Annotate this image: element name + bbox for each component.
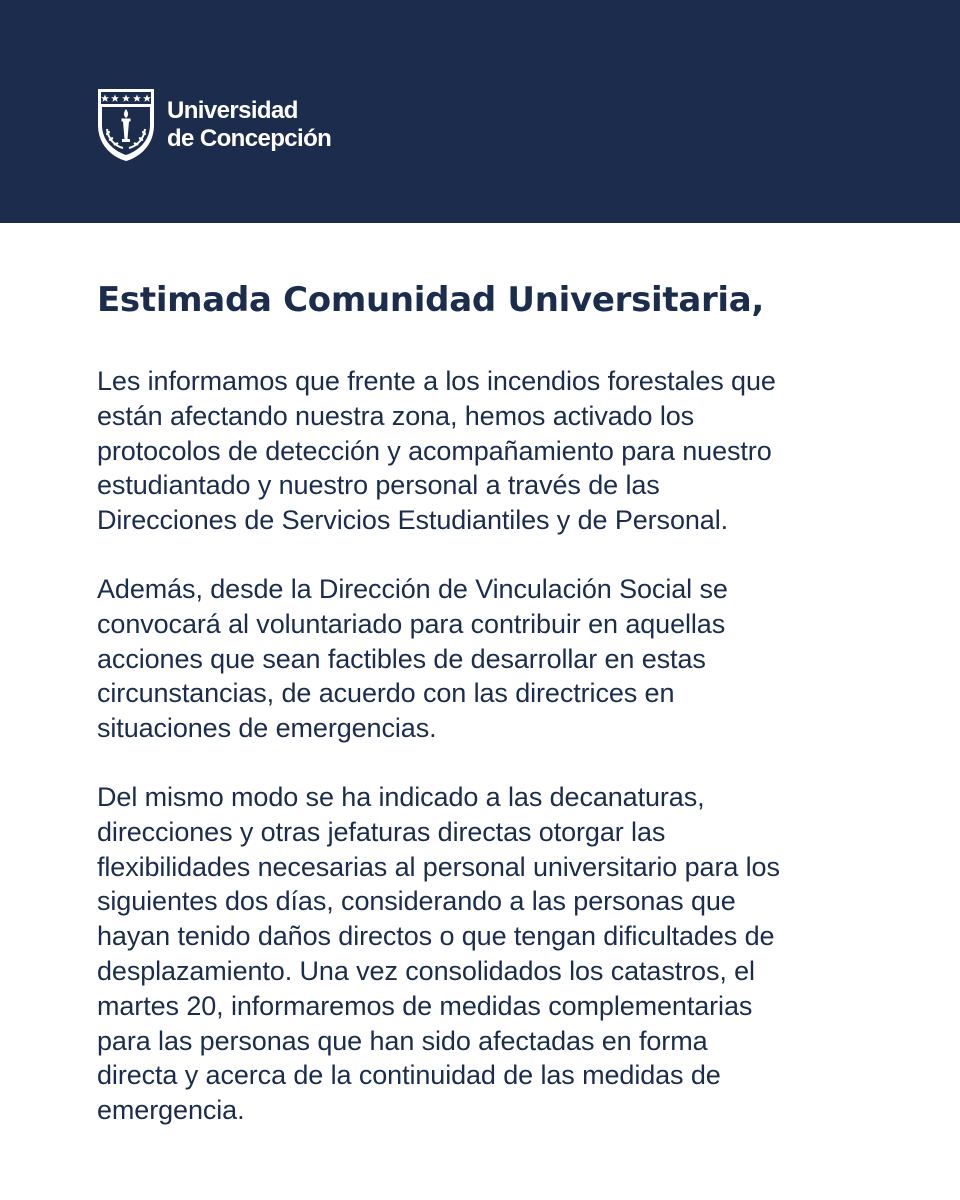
text-line: directa y acerca de la continuidad de las medidas de	[97, 1060, 721, 1091]
paragraph-1	[97, 364, 877, 538]
text-line: martes 20, informaremos de medidas complementarias	[97, 990, 753, 1021]
text-line: estudiantado y nuestro personal a través de las	[97, 470, 660, 501]
text-line: están afectando nuestra zona, hemos activado los	[97, 400, 695, 431]
university-logo	[96, 87, 331, 163]
wordmark-line-1: Universidad	[167, 97, 298, 124]
text-line: direcciones y otras jefaturas directas otorgar las	[97, 816, 666, 847]
text-line: protocolos de detección y acompañamiento para nuestro	[97, 435, 772, 466]
text-line: siguientes dos días, considerando a las personas que	[97, 886, 736, 917]
paragraph-3	[97, 780, 877, 1128]
university-wordmark	[167, 97, 331, 153]
wordmark-line-2: de Concepción	[167, 125, 332, 152]
text-line: para las personas que han sido afectadas en forma	[97, 1025, 708, 1056]
text-line: Además, desde la Dirección de Vinculación Social se	[97, 573, 728, 604]
text-line: desplazamiento. Una vez consolidados los catastros, el	[97, 955, 755, 986]
header-banner	[0, 0, 960, 223]
text-line: Les informamos que frente a los incendios forestales que	[97, 366, 776, 396]
text-line: Direcciones de Servicios Estudiantiles y de Personal.	[97, 505, 729, 536]
text-line: hayan tenido daños directos o que tengan dificultades de	[97, 921, 775, 952]
text-line: convocará al voluntariado para contribuir en aquellas	[97, 608, 726, 639]
text-line: circunstancias, de acuerdo con las directrices en	[97, 678, 675, 709]
university-crest-icon	[96, 87, 156, 163]
text-line: acciones que sean factibles de desarrollar en estas	[97, 643, 706, 674]
text-line: situaciones de emergencias.	[97, 713, 437, 744]
paragraph-2	[97, 572, 877, 746]
text-line: emergencia.	[97, 1095, 245, 1126]
letter-body	[97, 276, 877, 1128]
text-line: Del mismo modo se ha indicado a las decanaturas,	[97, 781, 705, 812]
text-line: flexibilidades necesarias al personal universitario para los	[97, 851, 780, 882]
letter-greeting: Estimada Comunidad Universitaria,	[97, 280, 765, 320]
